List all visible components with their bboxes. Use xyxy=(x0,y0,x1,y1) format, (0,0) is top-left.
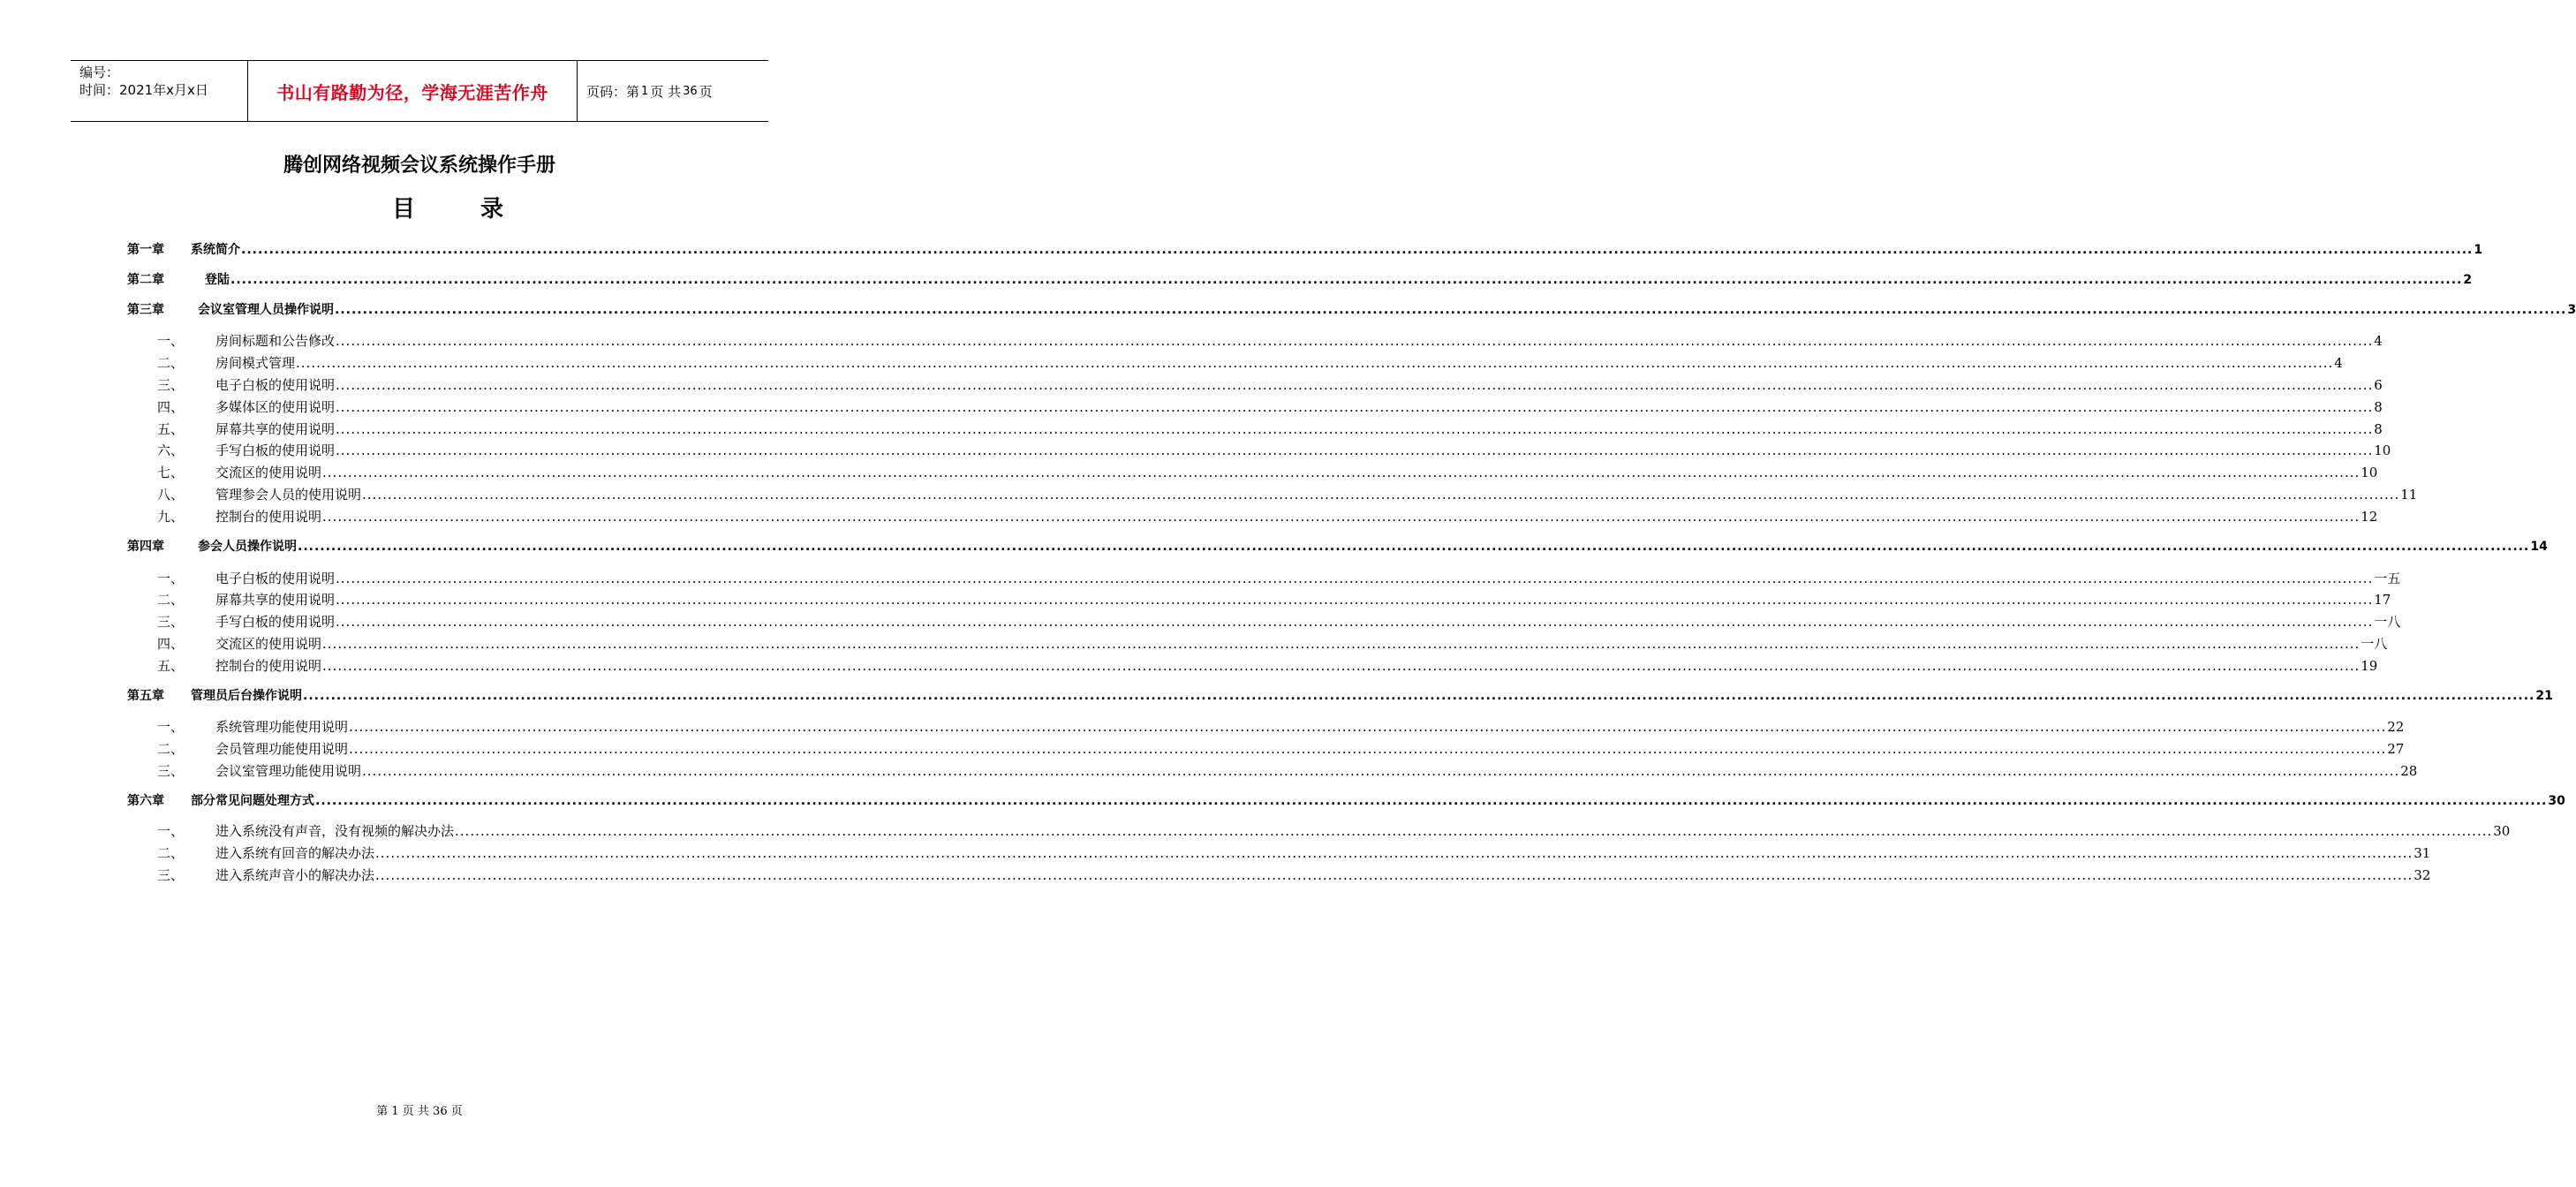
toc-heading-char-1: 目 xyxy=(392,196,416,223)
toc-entry-page: 12 xyxy=(2361,509,2378,525)
toc-entry-title: 系统管理功能使用说明 xyxy=(215,719,349,735)
toc-entry-number: 第四章 xyxy=(127,540,164,554)
toc-entry-number: 第五章 xyxy=(127,689,164,703)
toc-entry-page: 19 xyxy=(2361,658,2378,674)
toc-entry-number: 三、 xyxy=(157,377,185,393)
toc-entry-title: 会议室管理人员操作说明 xyxy=(198,303,334,317)
page-current: 1 xyxy=(641,84,649,98)
page-header xyxy=(71,60,768,122)
toc-leader-dots: ................................................................................................................................................................................................................................................................................................................................................................................................................ xyxy=(241,243,2474,257)
toc-entry-title: 电子白板的使用说明 xyxy=(215,571,336,586)
toc-entry-number: 二、 xyxy=(157,592,185,608)
header-motto-cell xyxy=(248,61,578,121)
toc-entry-title: 管理员后台操作说明 xyxy=(191,689,302,703)
toc-entry-number: 三、 xyxy=(157,867,185,883)
toc-entry-number: 九、 xyxy=(157,509,185,525)
toc-leader-dots: ................................................................................................................................................................................................................................................................................................................................................................................................................ xyxy=(336,333,2374,349)
toc-entry-number: 五、 xyxy=(157,658,185,674)
toc-section-entry[interactable] xyxy=(127,717,2405,736)
toc-leader-dots: ................................................................................................................................................................................................................................................................................................................................................................................................................ xyxy=(349,719,2387,735)
toc-entry-page: 6 xyxy=(2374,377,2383,393)
toc-entry-page: 2 xyxy=(2463,273,2473,287)
toc-entry-page: 一八 xyxy=(2374,614,2401,630)
page-suffix: 页 xyxy=(699,83,713,100)
toc-entry-number: 二、 xyxy=(157,741,185,757)
toc-section-entry[interactable] xyxy=(127,375,2383,394)
toc-entry-number: 六、 xyxy=(157,442,185,458)
toc-heading-char-2: 录 xyxy=(480,196,504,223)
toc-entry-page: 28 xyxy=(2400,763,2418,779)
page-prefix: 页码：第 xyxy=(586,83,640,100)
toc-entry-number: 第六章 xyxy=(127,794,164,808)
document-title: 腾创网络视频会议系统操作手册 xyxy=(283,155,555,177)
toc-entry-title: 房间模式管理 xyxy=(215,355,296,371)
toc-entry-page: 4 xyxy=(2334,355,2343,371)
toc-section-entry[interactable] xyxy=(127,634,2388,653)
toc-chapter-entry[interactable] xyxy=(127,270,2473,288)
toc-section-entry[interactable] xyxy=(127,821,2511,840)
toc-entry-number: 七、 xyxy=(157,465,185,480)
page-middle: 页 共 xyxy=(650,83,682,100)
toc-leader-dots: ................................................................................................................................................................................................................................................................................................................................................................................................................ xyxy=(336,421,2374,437)
toc-entry-page: 14 xyxy=(2530,540,2548,554)
toc-entry-title: 房间标题和公告修改 xyxy=(215,333,336,349)
toc-leader-dots: ................................................................................................................................................................................................................................................................................................................................................................................................................ xyxy=(296,355,2334,371)
toc-entry-title: 手写白板的使用说明 xyxy=(215,614,336,630)
toc-section-entry[interactable] xyxy=(127,485,2418,503)
toc-entry-number: 八、 xyxy=(157,487,185,503)
toc-leader-dots: ................................................................................................................................................................................................................................................................................................................................................................................................................ xyxy=(298,540,2530,554)
toc-entry-page: 21 xyxy=(2535,689,2553,703)
toc-entry-title: 屏幕共享的使用说明 xyxy=(215,592,336,608)
toc-entry-page: 1 xyxy=(2474,243,2483,257)
toc-chapter-entry[interactable] xyxy=(127,686,2553,704)
toc-entry-title: 进入系统有回音的解决办法 xyxy=(215,845,375,861)
toc-section-entry[interactable] xyxy=(127,569,2401,587)
motto-text: 书山有路勤为径，学海无涯苦作舟 xyxy=(276,81,548,103)
toc-leader-dots: ................................................................................................................................................................................................................................................................................................................................................................................................................ xyxy=(375,845,2414,861)
toc-entry-title: 会议室管理功能使用说明 xyxy=(215,763,362,779)
toc-entry-page: 17 xyxy=(2374,592,2391,608)
toc-section-entry[interactable] xyxy=(127,331,2383,350)
toc-entry-page: 8 xyxy=(2374,399,2383,415)
toc-entry-title: 部分常见问题处理方式 xyxy=(191,794,314,808)
toc-chapter-entry[interactable] xyxy=(127,300,2576,318)
toc-entry-page: 27 xyxy=(2387,741,2405,757)
toc-leader-dots: ................................................................................................................................................................................................................................................................................................................................................................................................................ xyxy=(322,509,2361,525)
toc-entry-title: 电子白板的使用说明 xyxy=(215,377,336,393)
toc-entry-title: 参会人员操作说明 xyxy=(198,540,297,554)
toc-entry-title: 手写白板的使用说明 xyxy=(215,442,336,458)
toc-entry-title: 控制台的使用说明 xyxy=(215,658,322,674)
toc-leader-dots: ................................................................................................................................................................................................................................................................................................................................................................................................................ xyxy=(335,303,2567,317)
toc-section-entry[interactable] xyxy=(127,866,2431,884)
toc-leader-dots: ................................................................................................................................................................................................................................................................................................................................................................................................................ xyxy=(375,867,2414,883)
toc-entry-number: 三、 xyxy=(157,763,185,779)
toc-leader-dots: ................................................................................................................................................................................................................................................................................................................................................................................................................ xyxy=(336,571,2374,586)
toc-leader-dots: ................................................................................................................................................................................................................................................................................................................................................................................................................ xyxy=(322,636,2361,652)
toc-leader-dots: ................................................................................................................................................................................................................................................................................................................................................................................................................ xyxy=(336,614,2374,630)
toc-entry-number: 二、 xyxy=(157,355,185,371)
toc-entry-page: 32 xyxy=(2414,867,2431,883)
toc-entry-title: 屏幕共享的使用说明 xyxy=(215,421,336,437)
toc-entry-title: 交流区的使用说明 xyxy=(215,465,322,480)
toc-entry-number: 二、 xyxy=(157,845,185,861)
toc-entry-number: 一、 xyxy=(157,571,185,586)
toc-leader-dots: ................................................................................................................................................................................................................................................................................................................................................................................................................ xyxy=(362,487,2400,503)
page-total: 36 xyxy=(683,84,698,98)
toc-section-entry[interactable] xyxy=(127,761,2418,780)
toc-entry-title: 进入系统声音小的解决办法 xyxy=(215,867,375,883)
toc-entry-page: 8 xyxy=(2374,421,2383,437)
toc-entry-number: 五、 xyxy=(157,421,185,437)
toc-entry-title: 管理参会人员的使用说明 xyxy=(215,487,362,503)
toc-leader-dots: ................................................................................................................................................................................................................................................................................................................................................................................................................ xyxy=(322,658,2361,674)
toc-chapter-entry[interactable] xyxy=(127,791,2565,809)
toc-section-entry[interactable] xyxy=(127,507,2378,525)
toc-entry-title: 系统简介 xyxy=(191,243,240,257)
toc-chapter-entry[interactable] xyxy=(127,537,2548,555)
toc-leader-dots: ................................................................................................................................................................................................................................................................................................................................................................................................................ xyxy=(315,794,2548,808)
toc-entry-page: 10 xyxy=(2361,465,2378,480)
toc-entry-page: 3 xyxy=(2567,303,2576,317)
toc-entry-number: 四、 xyxy=(157,399,185,415)
toc-leader-dots: ................................................................................................................................................................................................................................................................................................................................................................................................................ xyxy=(362,763,2400,779)
toc-entry-page: 30 xyxy=(2548,794,2565,808)
toc-entry-number: 一、 xyxy=(157,823,185,839)
toc-leader-dots: ................................................................................................................................................................................................................................................................................................................................................................................................................ xyxy=(303,689,2535,703)
toc-entry-page: 4 xyxy=(2374,333,2383,349)
toc-leader-dots: ................................................................................................................................................................................................................................................................................................................................................................................................................ xyxy=(230,273,2463,287)
toc-entry-title: 控制台的使用说明 xyxy=(215,509,322,525)
toc-leader-dots: ................................................................................................................................................................................................................................................................................................................................................................................................................ xyxy=(336,592,2374,608)
document-number-label: 编号： xyxy=(79,64,120,80)
toc-section-entry[interactable] xyxy=(127,843,2431,862)
toc-section-entry[interactable] xyxy=(127,590,2391,609)
toc-chapter-entry[interactable] xyxy=(127,240,2483,258)
toc-leader-dots: ................................................................................................................................................................................................................................................................................................................................................................................................................ xyxy=(455,823,2493,839)
toc-entry-title: 进入系统没有声音，没有视频的解决办法 xyxy=(215,823,455,839)
header-meta-cell xyxy=(71,61,248,121)
toc-entry-number: 第一章 xyxy=(127,243,164,257)
toc-leader-dots: ................................................................................................................................................................................................................................................................................................................................................................................................................ xyxy=(336,399,2374,415)
toc-section-entry[interactable] xyxy=(127,420,2383,438)
toc-entry-number: 一、 xyxy=(157,719,185,735)
toc-entry-title: 多媒体区的使用说明 xyxy=(215,399,336,415)
document-time-label: 时间：2021年x月x日 xyxy=(79,82,208,98)
toc-leader-dots: ................................................................................................................................................................................................................................................................................................................................................................................................................ xyxy=(322,465,2361,480)
toc-entry-title: 交流区的使用说明 xyxy=(215,636,322,652)
toc-entry-number: 第二章 xyxy=(127,273,164,287)
toc-entry-page: 10 xyxy=(2374,442,2391,458)
toc-section-entry[interactable] xyxy=(127,441,2391,459)
toc-entry-page: 22 xyxy=(2387,719,2405,735)
toc-section-entry[interactable] xyxy=(127,397,2383,416)
toc-entry-page: 一八 xyxy=(2361,636,2388,652)
toc-leader-dots: ................................................................................................................................................................................................................................................................................................................................................................................................................ xyxy=(349,741,2387,757)
toc-entry-title: 会员管理功能使用说明 xyxy=(215,741,349,757)
toc-entry-number: 一、 xyxy=(157,333,185,349)
toc-entry-page: 30 xyxy=(2493,823,2511,839)
page-footer: 第 1 页 共 36 页 xyxy=(376,1105,463,1118)
toc-section-entry[interactable] xyxy=(127,656,2378,675)
toc-leader-dots: ................................................................................................................................................................................................................................................................................................................................................................................................................ xyxy=(336,442,2374,458)
header-page-cell xyxy=(578,61,768,121)
toc-entry-number: 三、 xyxy=(157,614,185,630)
toc-leader-dots: ................................................................................................................................................................................................................................................................................................................................................................................................................ xyxy=(336,377,2374,393)
toc-section-entry[interactable] xyxy=(127,463,2378,481)
toc-entry-page: 一五 xyxy=(2374,571,2401,586)
toc-entry-page: 31 xyxy=(2414,845,2431,861)
toc-section-entry[interactable] xyxy=(127,612,2401,631)
toc-entry-number: 第三章 xyxy=(127,303,164,317)
toc-section-entry[interactable] xyxy=(127,353,2343,372)
toc-entry-number: 四、 xyxy=(157,636,185,652)
toc-section-entry[interactable] xyxy=(127,739,2405,758)
toc-heading xyxy=(0,191,839,226)
toc-entry-page: 11 xyxy=(2400,487,2418,503)
toc-entry-title: 登陆 xyxy=(205,273,230,287)
